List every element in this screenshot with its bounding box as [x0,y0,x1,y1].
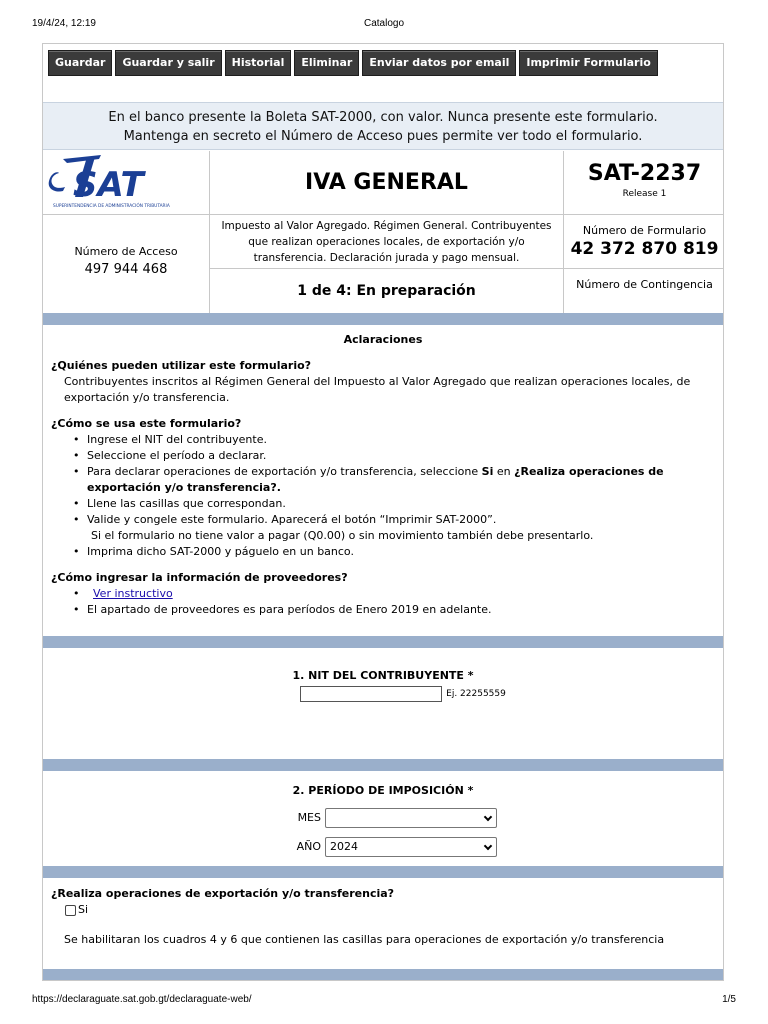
notice-line-1: En el banco presente la Boleta SAT-2000, con valor. Nunca presente este formulario. [108,110,658,125]
list-item [73,586,715,602]
form-number-label: Número de Formulario [582,224,707,237]
section-divider [43,866,723,878]
chevron-down-icon [484,842,492,850]
section-divider [43,313,723,325]
chevron-down-icon [484,813,492,821]
export-section [43,884,723,948]
form-number-value: 42 372 870 819 [570,239,719,259]
question-how: ¿Cómo se usa este formulario? [51,417,242,430]
period-section [43,777,723,857]
form-description: Impuesto al Valor Agregado. Régimen General. Contribuyentes que realizan operaciones locales, de exportación y/o transferencia. Declaración jurada y pago mensual. [210,215,564,269]
step-text: Valide y congele este formulario. Aparecerá el botón “Imprimir SAT-2000”. [87,513,497,526]
form-id-box [564,151,724,215]
delete-button[interactable]: Eliminar [294,50,359,76]
list-item [73,512,715,544]
toolbar [48,50,658,76]
list-item: • El apartado de proveedores es para períodos de Enero 2019 en adelante. [73,602,715,618]
print-url: https://declaraguate.sat.gob.gt/declaraguate-web/ [32,994,252,1005]
nit-section [43,664,723,702]
form-status: 1 de 4: En preparación [210,269,564,313]
export-note: Se habilitaran los cuadros 4 y 6 que contienen las casillas para operaciones de exportación y/o transferencia [64,933,665,946]
form-container [42,43,724,981]
export-checkbox[interactable] [65,905,76,916]
providers-list [51,586,715,618]
step-bold-question: ¿Realiza operaciones de exportación y/o transferencia?. [87,465,664,494]
list-item: • Llene las casillas que correspondan. [73,496,715,512]
sat-logo-image [43,151,210,215]
form-title: IVA GENERAL [210,151,564,215]
print-title: Catalogo [363,18,405,29]
instructions-link[interactable]: Ver instructivo [93,587,173,600]
question-who: ¿Quiénes pueden utilizar este formulario? [51,359,312,372]
access-number-label: Número de Acceso [74,245,178,258]
form-number-box [564,215,724,269]
list-item: • Ingrese el NIT del contribuyente. [73,432,715,448]
year-label: AÑO [296,840,321,853]
section-divider [43,759,723,771]
export-question: ¿Realiza operaciones de exportación y/o transferencia? [51,887,395,900]
print-page-number: 1/5 [722,994,736,1005]
list-item: • Seleccione el período a declarar. [73,448,715,464]
step-bold-si: Si [481,465,494,478]
release-label: Release 1 [622,189,667,199]
save-button[interactable]: Guardar [48,50,112,76]
form-header [43,151,723,313]
step-subtext: Si el formulario no tiene valor a pagar (Q0.00) o sin movimiento también debe presentarlo. [91,529,594,542]
sat-logo [43,151,210,215]
print-form-button[interactable]: Imprimir Formulario [519,50,657,76]
period-title: 2. PERÍODO DE IMPOSICIÓN * [292,784,474,797]
access-number-value: 497 944 468 [84,262,168,277]
month-select[interactable] [325,808,497,828]
step-text: en [493,465,515,478]
send-email-button[interactable]: Enviar datos por email [362,50,516,76]
section-divider [43,636,723,648]
form-code: SAT-2237 [587,161,702,186]
list-item [73,464,715,496]
nit-example: Ej. 22255559 [446,689,506,699]
list-item: • Imprima dicho SAT-2000 y páguelo en un banco. [73,544,715,560]
year-select[interactable] [325,837,497,857]
logo-text: SAT [73,165,144,205]
clarifications-section [43,327,723,618]
how-to-list [51,432,715,560]
contingency-number-label: Número de Contingencia [576,278,713,291]
clarifications-title: Aclaraciones [343,333,423,346]
print-footer [32,994,736,1008]
step-text: Para declarar operaciones de exportación y/o transferencia, seleccione [87,465,482,478]
nit-title: 1. NIT DEL CONTRIBUYENTE * [292,669,474,682]
section-divider [43,969,723,981]
bank-notice [43,102,723,150]
month-label: MES [297,811,321,824]
access-number-box [43,215,210,313]
print-header [32,18,736,32]
question-providers: ¿Cómo ingresar la información de proveedores? [51,571,348,584]
nit-input[interactable] [300,686,442,702]
year-value: 2024 [330,840,358,853]
history-button[interactable]: Historial [225,50,292,76]
logo-subtitle: SUPERINTENDENCIA DE ADMINISTRACIÓN TRIBUTARIA [53,204,170,209]
export-checkbox-label[interactable]: Si [78,903,89,916]
answer-who: Contribuyentes inscritos al Régimen General del Impuesto al Valor Agregado que realizan operaciones locales, de exportación y/o transferencia. [64,375,691,404]
save-and-exit-button[interactable]: Guardar y salir [115,50,221,76]
notice-line-2: Mantenga en secreto el Número de Acceso pues permite ver todo el formulario. [123,129,643,144]
print-datetime: 19/4/24, 12:19 [32,18,96,29]
